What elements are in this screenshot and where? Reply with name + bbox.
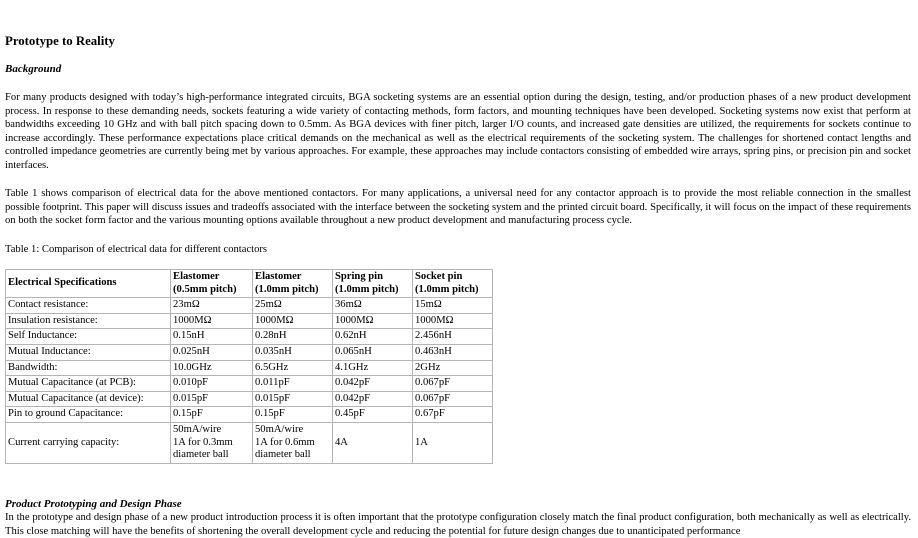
header-elastomer-10: Elastomer (1.0mm pitch) [253, 270, 333, 298]
header-elastomer-05: Elastomer (0.5mm pitch) [171, 270, 253, 298]
spec-value: 0.62nH [333, 329, 413, 345]
spec-value: 1A [413, 422, 493, 463]
header-socket-pin: Socket pin (1.0mm pitch) [413, 270, 493, 298]
table-header-row [6, 270, 493, 298]
spec-label: Mutual Capacitance (at PCB): [6, 376, 171, 392]
spec-label: Mutual Inductance: [6, 344, 171, 360]
spec-value: 0.025nH [171, 344, 253, 360]
spec-value: 0.015pF [253, 391, 333, 407]
table-row [6, 344, 493, 360]
electrical-specs-table [5, 269, 493, 464]
spec-value: 6.5GHz [253, 360, 333, 376]
spec-value: 0.011pF [253, 376, 333, 392]
prototyping-paragraph: In the prototype and design phase of a new product introduction process it is often important that the prototype configuration closely match the final product configuration, both mechanically as well as electrically. This close matching will have the benefits of shortening the overall development cycle and reducing the potential for future design changes due to unanticipated performance [5, 512, 911, 537]
background-heading: Background [5, 63, 62, 75]
header-electrical-specifications: Electrical Specifications [6, 270, 171, 298]
spec-label: Insulation resistance: [6, 313, 171, 329]
spec-value: 0.067pF [413, 376, 493, 392]
table-row [6, 407, 493, 423]
table-row [6, 422, 493, 463]
spec-value: 2.456nH [413, 329, 493, 345]
spec-value: 0.065nH [333, 344, 413, 360]
table-body [6, 298, 493, 464]
spec-value: 1000MΩ [253, 313, 333, 329]
spec-value: 1000MΩ [413, 313, 493, 329]
table-row [6, 376, 493, 392]
spec-value: 10.0GHz [171, 360, 253, 376]
spec-value: 0.463nH [413, 344, 493, 360]
spec-value: 50mA/wire 1A for 0.3mm diameter ball [171, 422, 253, 463]
spec-value: 0.67pF [413, 407, 493, 423]
spec-label: Self Inductance: [6, 329, 171, 345]
spec-value: 0.042pF [333, 391, 413, 407]
spec-label: Pin to ground Capacitance: [6, 407, 171, 423]
spec-value: 0.067pF [413, 391, 493, 407]
background-paragraph-1: For many products designed with today’s high-performance integrated circuits, BGA socketing systems are an essential option during the design, testing, and/or production phases of a new product development process. In response to these demanding needs, sockets featuring a wide variety of contacting methods, form factors, and mounting techniques have been developed. Socketing systems now exist that perform at bandwidths exceeding 10 GHz and with ball pitch spacing down to 0.5mm. As BGA devices with finer pitch, larger I/O counts, and increased gate densities are utilized, the requirements for sockets continue to increase accordingly. These performance expectations place critical demands on the mechanical as well as the electrical requirements of the socketing system. The challenges for shortened contact lengths and controlled impedance geometries are currently being met by various approaches. For example, these approaches may include contactors consisting of embedded wire arrays, spring pins, or precision pin and socket interfaces. [5, 92, 911, 171]
background-paragraph-2: Table 1 shows comparison of electrical data for the above mentioned contactors. For many applications, a universal need for any contactor approach is to provide the most reliable connection in the smallest possible footprint. This paper will discuss issues and tradeoffs associated with the interface between the socketing system and the printed circuit board. Specifically, it will focus on the impact of these requirements on both the socket form factor and the various mounting options available throughout a new product development and manufacturing process cycle. [5, 188, 911, 227]
header-spring-pin: Spring pin (1.0mm pitch) [333, 270, 413, 298]
spec-value: 1000MΩ [333, 313, 413, 329]
spec-value: 0.15pF [253, 407, 333, 423]
spec-value: 0.15pF [171, 407, 253, 423]
spec-value: 4.1GHz [333, 360, 413, 376]
spec-value: 0.15nH [171, 329, 253, 345]
prototyping-heading: Product Prototyping and Design Phase [5, 498, 182, 510]
spec-label: Contact resistance: [6, 298, 171, 314]
table-row [6, 360, 493, 376]
table-row [6, 329, 493, 345]
spec-value: 15mΩ [413, 298, 493, 314]
page-title: Prototype to Reality [5, 34, 115, 48]
table-row [6, 391, 493, 407]
spec-value: 36mΩ [333, 298, 413, 314]
table-caption: Table 1: Comparison of electrical data for different contactors [5, 244, 268, 255]
spec-value: 0.010pF [171, 376, 253, 392]
spec-value: 2GHz [413, 360, 493, 376]
spec-label: Current carrying capacity: [6, 422, 171, 463]
spec-label: Bandwidth: [6, 360, 171, 376]
spec-value: 0.45pF [333, 407, 413, 423]
spec-value: 0.015pF [171, 391, 253, 407]
spec-value: 23mΩ [171, 298, 253, 314]
table-row [6, 298, 493, 314]
table-row [6, 313, 493, 329]
spec-value: 1000MΩ [171, 313, 253, 329]
spec-value: 4A [333, 422, 413, 463]
spec-value: 0.042pF [333, 376, 413, 392]
spec-value: 50mA/wire 1A for 0.6mm diameter ball [253, 422, 333, 463]
spec-value: 0.28nH [253, 329, 333, 345]
spec-value: 25mΩ [253, 298, 333, 314]
spec-value: 0.035nH [253, 344, 333, 360]
spec-label: Mutual Capacitance (at device): [6, 391, 171, 407]
